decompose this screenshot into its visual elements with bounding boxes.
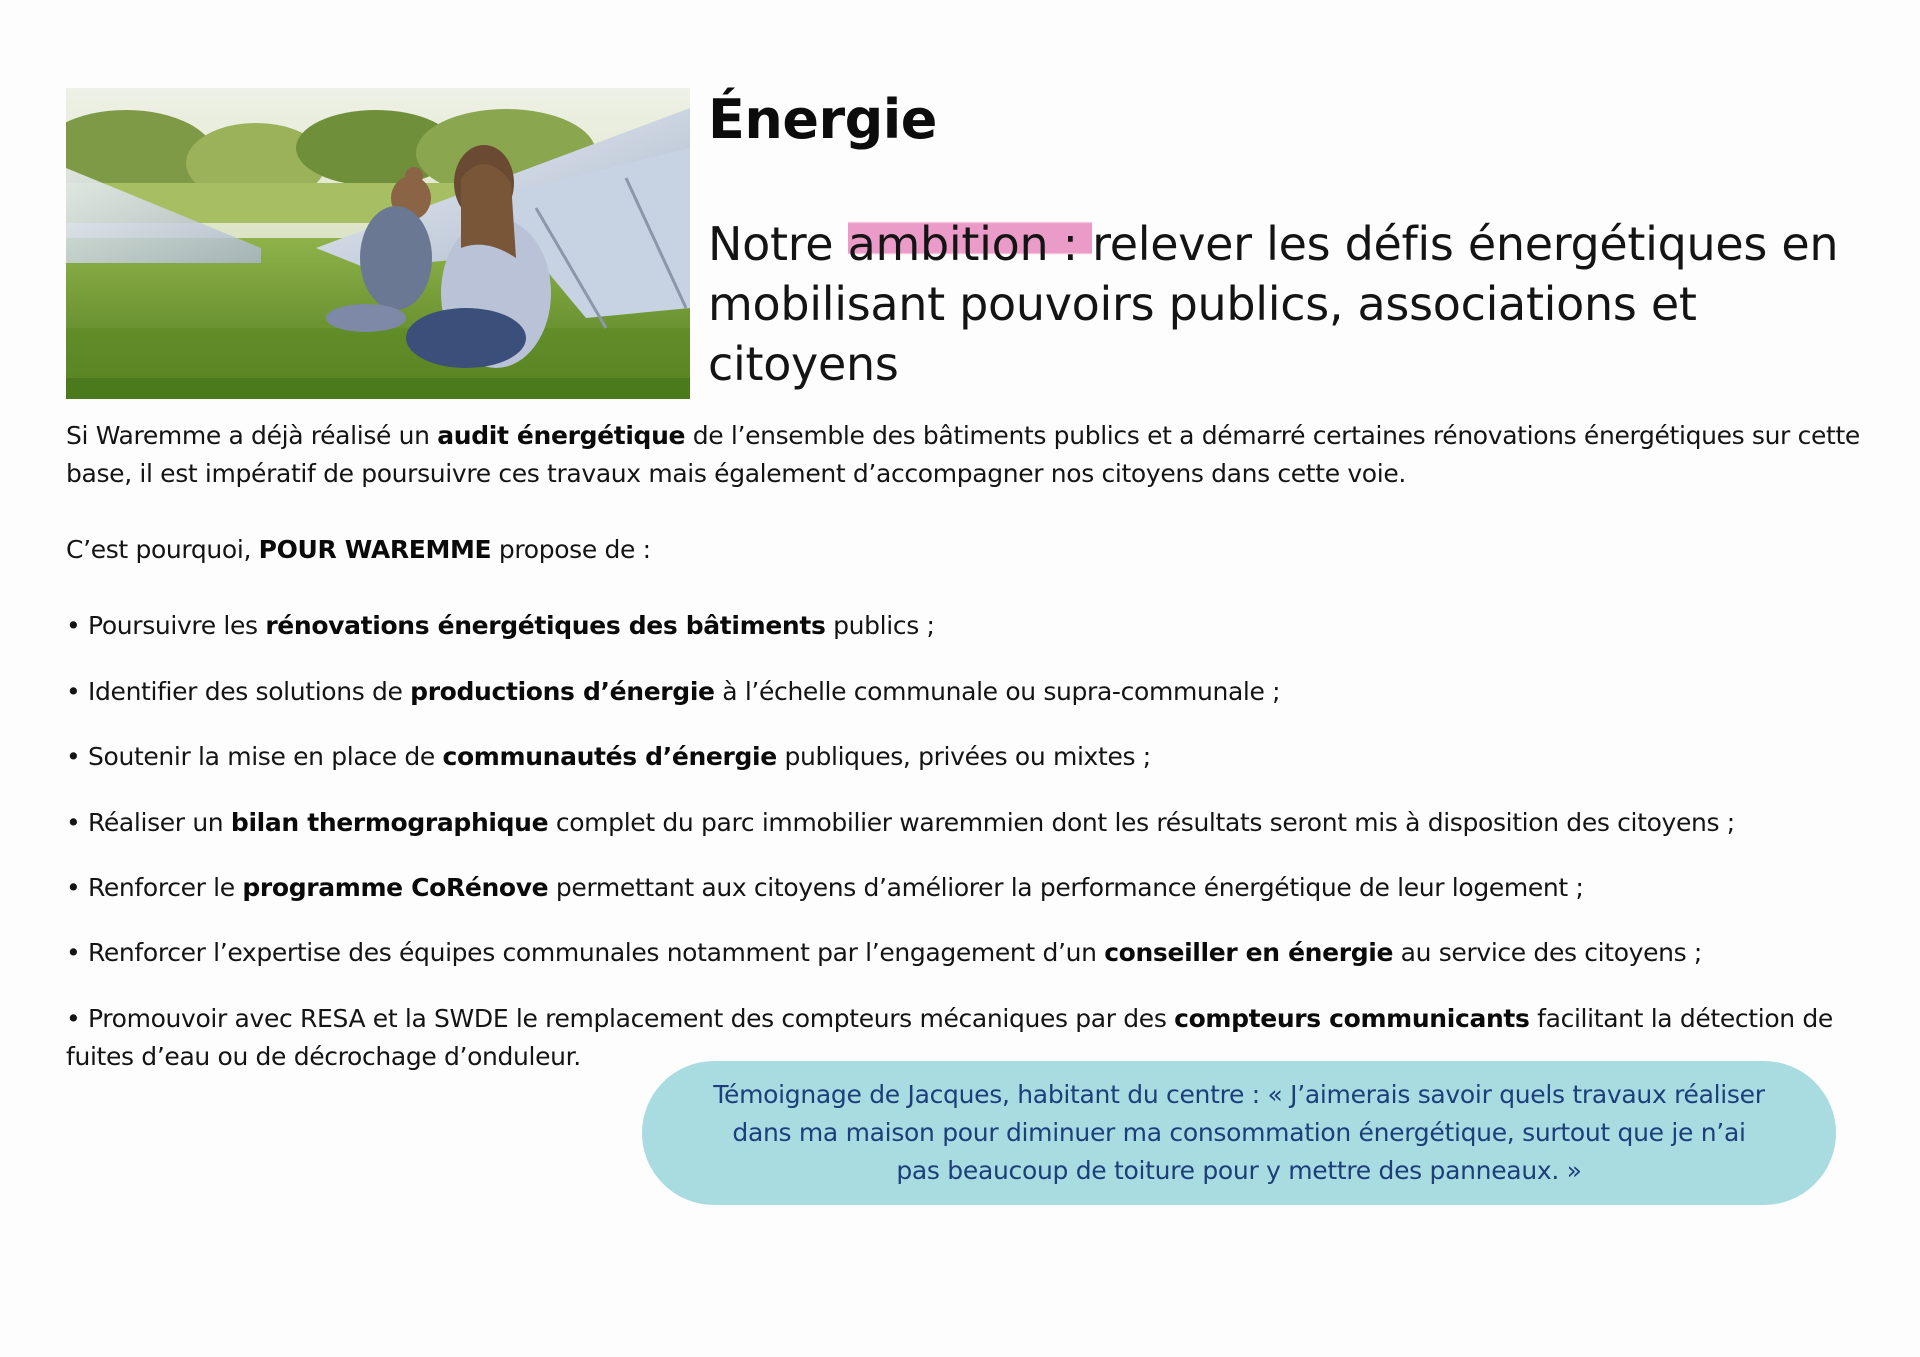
bullet-text: • Renforcer l’expertise des équipes communales notamment par l’engagement d’un: [66, 938, 1105, 967]
bullet-text: • Renforcer le: [66, 873, 243, 902]
bullet-bold: conseiller en énergie: [1104, 938, 1394, 967]
bullet-text: • Identifier des solutions de: [66, 677, 411, 706]
bullet-bold: communautés d’énergie: [442, 742, 777, 771]
bullet-bold: compteurs communicants: [1174, 1004, 1530, 1033]
bullet-text: • Promouvoir avec RESA et la SWDE le remplacement des compteurs mécaniques par des: [66, 1004, 1175, 1033]
proposal-text: C’est pourquoi,: [66, 535, 259, 564]
hero-image: [66, 88, 690, 399]
list-item: [66, 934, 1876, 972]
list-item: [66, 869, 1876, 907]
bullet-bold: productions d’énergie: [410, 677, 715, 706]
list-item: [66, 607, 1876, 645]
intro-paragraph: [66, 417, 1876, 493]
bullet-text-end: facilitant la détection de fuites d’eau ou de décrochage d’onduleur.: [66, 1004, 1833, 1071]
bullet-text: • Soutenir la mise en place de: [66, 742, 443, 771]
bullet-bold: programme CoRénove: [242, 873, 549, 902]
bullet-text-end: au service des citoyens ;: [1393, 938, 1702, 967]
proposal-bold: POUR WAREMME: [258, 535, 492, 564]
bullet-text: • Poursuivre les: [66, 611, 266, 640]
proposal-text-end: propose de :: [491, 535, 651, 564]
bullet-text-end: publics ;: [825, 611, 935, 640]
bullet-text-end: publiques, privées ou mixtes ;: [776, 742, 1151, 771]
page-title: Énergie: [708, 88, 937, 151]
list-item: [66, 738, 1876, 776]
solar-field-photo: [66, 88, 690, 399]
bullet-bold: rénovations énergétiques des bâtiments: [265, 611, 826, 640]
intro-text-end: de l’ensemble des bâtiments publics et a démarré certaines rénovations énergétiques sur cette base, il est impératif de poursuivre ces travaux mais également d’accompagner nos citoyens dans cette voie.: [66, 421, 1860, 488]
list-item: [66, 804, 1876, 842]
list-item: [66, 673, 1876, 711]
bullet-bold: bilan thermographique: [230, 808, 549, 837]
ambition-statement: [708, 214, 1848, 394]
bullet-text-end: permettant aux citoyens d’améliorer la performance énergétique de leur logement ;: [548, 873, 1584, 902]
intro-bold: audit énergétique: [437, 421, 686, 450]
testimony-bubble: [642, 1061, 1836, 1205]
ambition-rest: relever les défis énergétiques en mobilisant pouvoirs publics, associations et citoyens: [708, 217, 1839, 391]
ambition-lead: Notre: [708, 217, 848, 271]
bullet-text: • Réaliser un: [66, 808, 231, 837]
proposal-paragraph: [66, 531, 1876, 569]
intro-text: Si Waremme a déjà réalisé un: [66, 421, 438, 450]
bullet-text-end: à l’échelle communale ou supra-communale ;: [714, 677, 1281, 706]
ambition-highlight: ambition :: [847, 217, 1093, 271]
bullet-text-end: complet du parc immobilier waremmien dont les résultats seront mis à disposition des citoyens ;: [548, 808, 1735, 837]
testimony-text: Témoignage de Jacques, habitant du centre : « J’aimerais savoir quels travaux réaliser dans ma maison pour diminuer ma consommation énergétique, surtout que je n’ai pas beaucoup de toiture pour y mettre des panneaux. »: [713, 1080, 1765, 1185]
